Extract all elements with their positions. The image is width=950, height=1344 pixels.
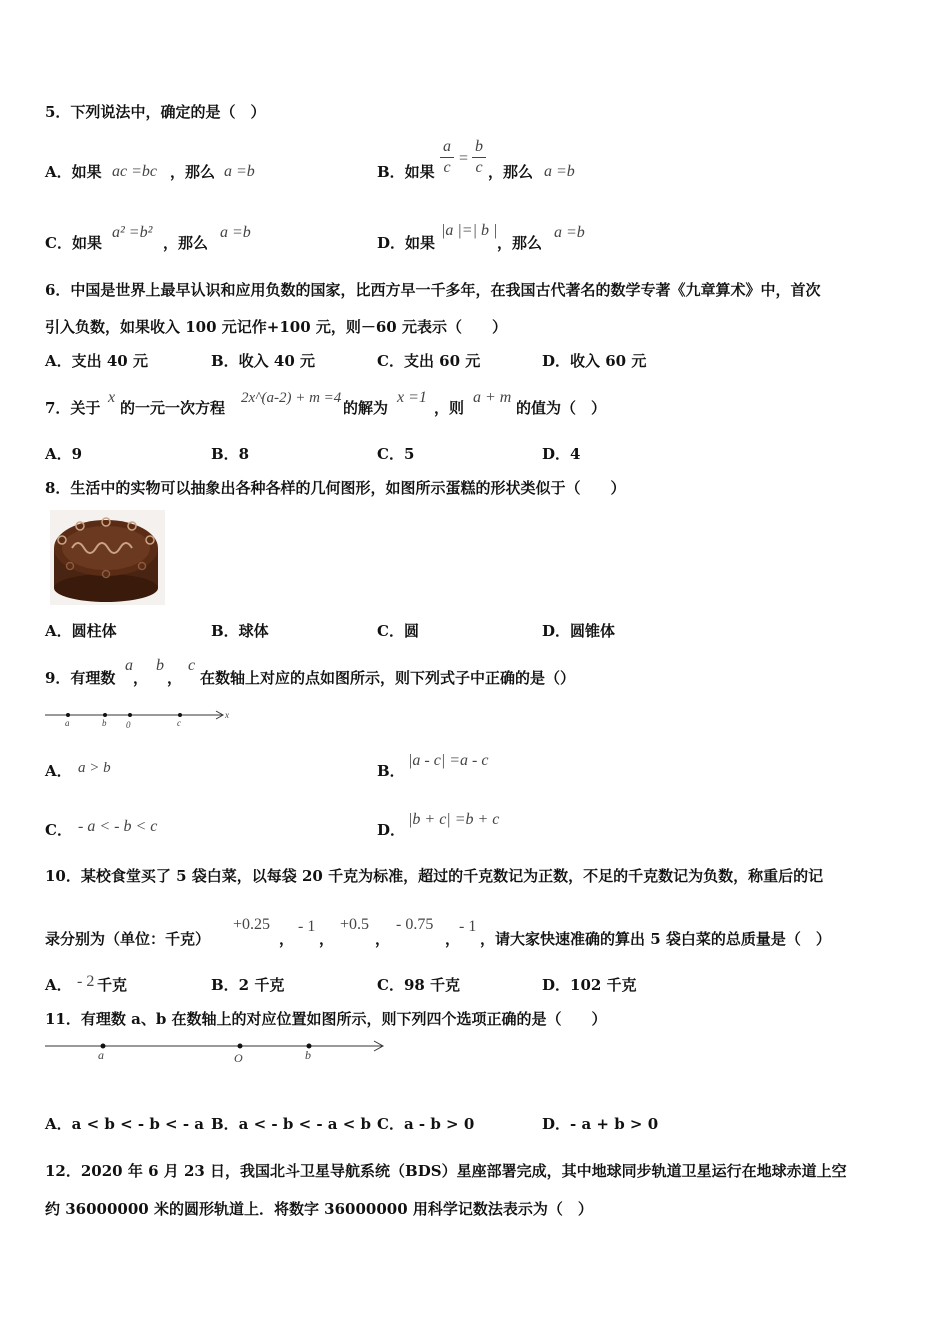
q10-sep-1: ， (279, 930, 295, 948)
q6-stem-line1: 6．中国是世界上最早认识和应用负数的国家，比西方早一千多年，在我国古代著名的数学专著《九章算术》中，首次 (45, 281, 821, 299)
q5-option-c-mid: ，那么 (163, 234, 209, 252)
q5-option-c-label: C．如果 (45, 234, 102, 252)
q10-value-2: - 1 (298, 918, 316, 935)
q9-option-b-label: B． (377, 762, 405, 780)
q5-option-a-expr2: a =b (224, 163, 255, 180)
q8-option-a: A．圆柱体 (45, 622, 117, 640)
q9-axis-label-b: b (102, 718, 107, 728)
q5-option-b-mid: ，那么 (488, 163, 534, 181)
q9-option-c-expr: - a < - b < c (78, 818, 158, 835)
q11-option-a: A．a < b < - b < - a (45, 1115, 204, 1133)
q5-option-b-fraction-2: b c (472, 138, 486, 177)
q7-a-plus-m: a + m (473, 389, 512, 406)
q11-stem: 11．有理数 a、b 在数轴上的对应位置如图所示，则下列四个选项正确的是（ ） (45, 1010, 607, 1028)
q12-stem-line2: 约 36000000 米的圆形轨道上．将数字 36000000 用科学记数法表示为（ ） (45, 1200, 593, 1218)
q10-stem-line1: 10．某校食堂买了 5 袋白菜，以每袋 20 千克为标准，超过的千克数记为正数，不足的千克数记为负数，称重后的记 (45, 867, 824, 885)
q7-stem-part2: 的一元一次方程 (120, 399, 226, 417)
q10-value-4: - 0.75 (396, 916, 434, 933)
q10-stem-line2-post: ，请大家快速准确的算出 5 袋白菜的总质量是（ ） (480, 930, 831, 948)
q10-option-a-value: - 2 (77, 973, 95, 990)
q7-option-a: A．9 (45, 445, 83, 463)
q7-solution: x =1 (397, 389, 427, 406)
q9-var-a: a (125, 657, 133, 674)
q5-option-b-fraction-1: a c (440, 138, 454, 177)
q10-sep-3: ， (375, 930, 391, 948)
q7-option-c: C．5 (377, 445, 415, 463)
q10-sep-2: ， (319, 930, 335, 948)
q9-number-line (40, 705, 240, 731)
q9-option-c-label: C． (45, 821, 72, 839)
q7-stem-part3: 的解为 (343, 399, 389, 417)
q7-var-x: x (108, 389, 116, 406)
q10-value-1: +0.25 (233, 916, 271, 933)
q10-option-b: B．2 千克 (211, 976, 285, 994)
q8-stem: 8．生活中的实物可以抽象出各种各样的几何图形，如图所示蛋糕的形状类似于（ ） (45, 479, 626, 497)
q11-option-d: D．- a + b > 0 (542, 1115, 659, 1133)
q5-option-a-mid: ，那么 (170, 163, 216, 181)
q9-axis-label-c: c (177, 718, 181, 728)
q6-option-b: B．收入 40 元 (211, 352, 315, 370)
q5-option-d-label: D．如果 (377, 234, 436, 252)
q9-comma-1: ， (133, 669, 149, 687)
q6-option-a: A．支出 40 元 (45, 352, 148, 370)
q11-axis-label-o: O (234, 1051, 243, 1065)
q7-equation: 2x^(a-2) + m =4 (241, 390, 342, 406)
q6-option-c: C．支出 60 元 (377, 352, 481, 370)
cake-image (50, 510, 165, 605)
q10-sep-4: ， (445, 930, 461, 948)
q9-stem-part1: 9．有理数 (45, 669, 116, 687)
q5-option-c-expr1: a² =b² (112, 224, 153, 241)
q7-option-b: B．8 (211, 445, 250, 463)
q10-option-a-unit: 千克 (97, 976, 128, 994)
q11-axis-label-b: b (305, 1048, 311, 1062)
q5-option-c-expr2: a =b (220, 224, 251, 241)
q5-option-b-expr2: a =b (544, 163, 575, 180)
q10-option-c: C．98 千克 (377, 976, 461, 994)
q9-axis-label-x: x (225, 710, 229, 720)
q9-option-d-expr: |b + c| =b + c (408, 811, 500, 828)
q11-axis-label-a: a (98, 1048, 104, 1062)
q7-option-d: D．4 (542, 445, 581, 463)
q5-option-a-expr1: ac =bc (112, 163, 157, 180)
q10-stem-line2-pre: 录分别为（单位：千克） (45, 930, 211, 948)
q5-stem: 5．下列说法中，确定的是（ ） (45, 103, 266, 121)
q11-option-b: B．a < - b < - a < b (211, 1115, 372, 1133)
q7-stem-part1: 7．关于 (45, 399, 101, 417)
q10-value-3: +0.5 (340, 916, 370, 933)
q9-option-a-label: A． (45, 762, 72, 780)
q5-option-d-mid: ，那么 (497, 234, 543, 252)
q10-option-a-label: A． (45, 976, 72, 994)
q12-stem-line1: 12．2020 年 6 月 23 日，我国北斗卫星导航系统（BDS）星座部署完成，其中地球同步轨道卫星运行在地球赤道上空 (45, 1162, 847, 1180)
q9-var-c: c (188, 657, 196, 674)
q6-option-d: D．收入 60 元 (542, 352, 647, 370)
q8-option-d: D．圆锥体 (542, 622, 616, 640)
q11-option-c: C．a - b > 0 (377, 1115, 475, 1133)
q9-option-d-label: D． (377, 821, 406, 839)
q6-stem-line2: 引入负数，如果收入 100 元记作+100 元，则－60 元表示（ ） (45, 318, 507, 336)
q9-option-a-expr: a > b (78, 760, 111, 776)
q9-option-b-expr: |a - c| =a - c (408, 752, 489, 769)
q7-stem-part5: 的值为（ ） (516, 399, 607, 417)
q9-axis-label-0: 0 (126, 720, 131, 730)
q5-option-b-equals: = (459, 150, 469, 167)
q5-option-a-label: A．如果 (45, 163, 102, 181)
q11-number-line (40, 1036, 390, 1066)
q10-value-5: - 1 (459, 918, 477, 935)
q9-axis-label-a: a (65, 718, 70, 728)
q8-option-b: B．球体 (211, 622, 269, 640)
q9-comma-2: ， (167, 669, 183, 687)
q5-option-d-expr2: a =b (554, 224, 585, 241)
q5-option-d-expr1: |a |=| b | (441, 222, 498, 239)
q8-option-c: C．圆 (377, 622, 419, 640)
q7-stem-part4: ，则 (434, 399, 465, 417)
q10-option-d: D．102 千克 (542, 976, 637, 994)
q9-stem-part2: 在数轴上对应的点如图所示，则下列式子中正确的是（） (200, 669, 576, 687)
q9-var-b: b (156, 657, 164, 674)
q5-option-b-label: B．如果 (377, 163, 435, 181)
